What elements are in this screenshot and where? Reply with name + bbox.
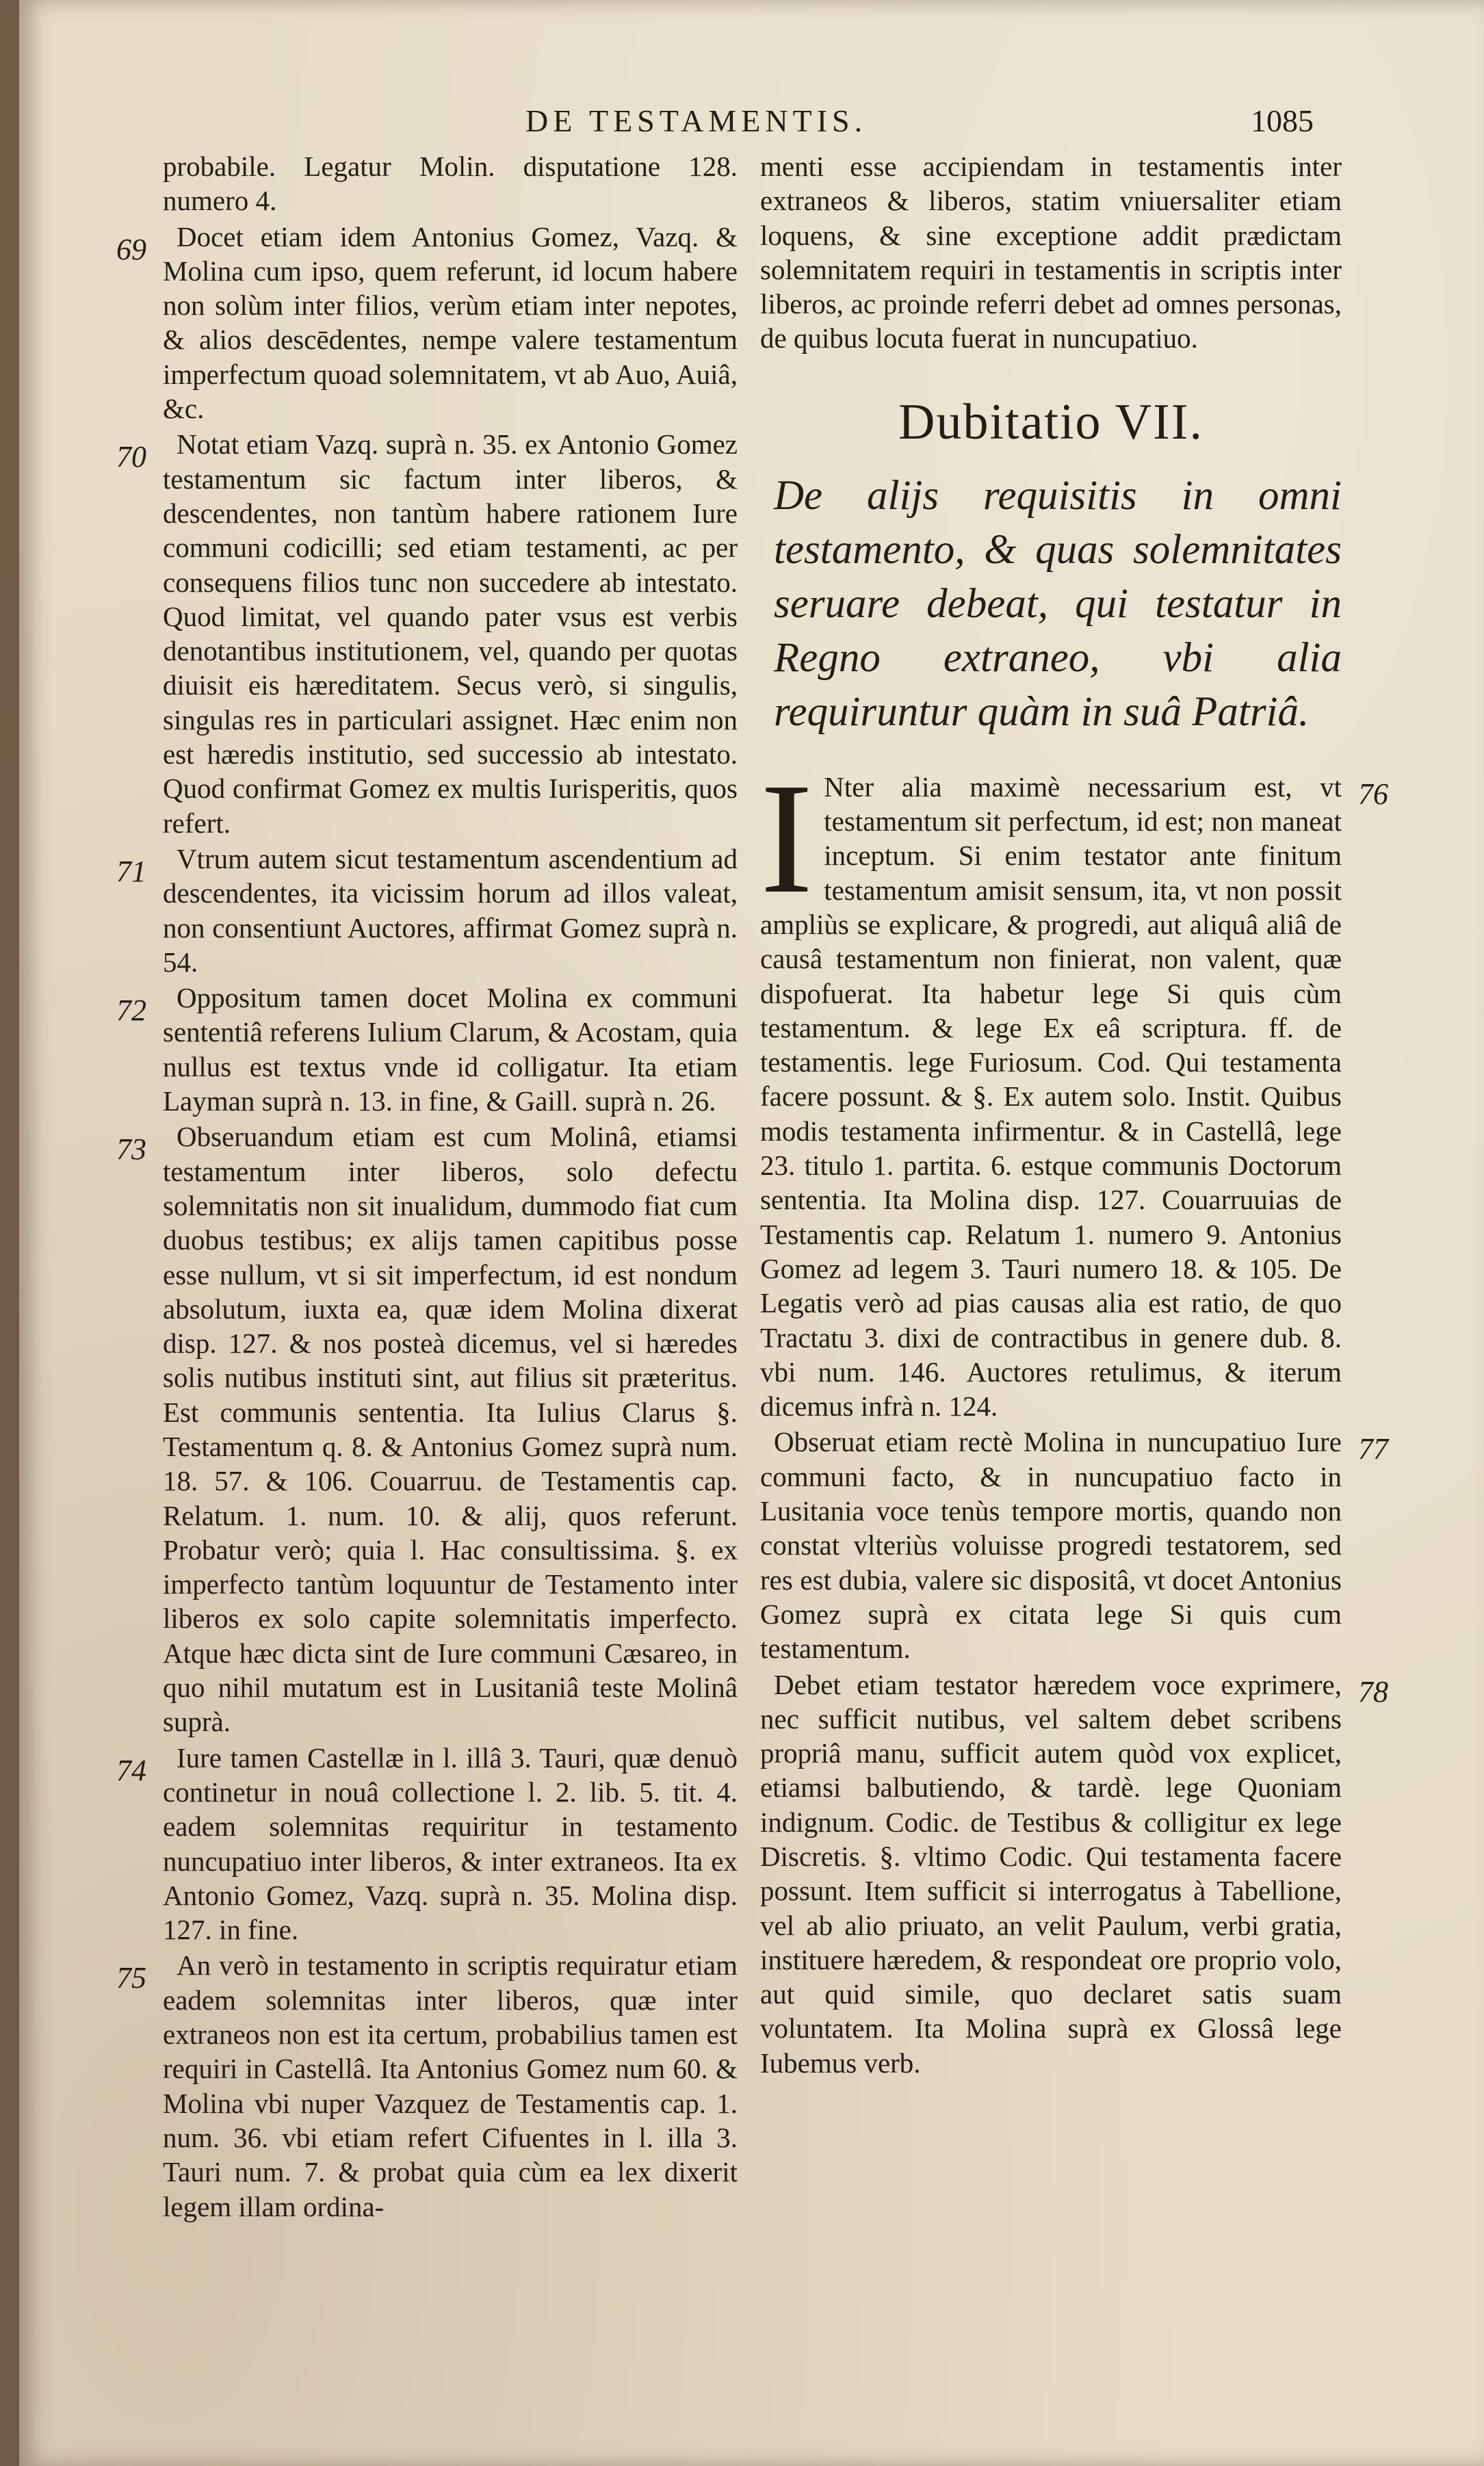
page-number: 1085 (1251, 103, 1314, 138)
paragraph (760, 149, 1342, 356)
paragraph-text: menti esse accipiendam in testamentis inter extraneos & liberos, statim vniuersaliter etiam loquens, & sine exceptione addit prædictam solemnitatem requiri in testamentis in scriptis inter liberos, ac proinde referri debet ad omnes personas, de quibus locuta fuerat in nuncupatiuo. (760, 151, 1342, 354)
paragraph (116, 1119, 738, 1739)
paragraph-text: Oppositum tamen docet Molina ex communi sententiâ referens Iulium Clarum, & Acostam, quia nullus est textus vnde id colligatur. Ita etiam Layman suprà n. 13. in fine, & Gaill. suprà n. 26. (163, 982, 738, 1117)
paragraph-text: Notat etiam Vazq. suprà n. 35. ex Antonio Gomez testamentum sic factum inter liberos, & descendentes, non tantùm habere rationem Iure communi codicilli; sed etiam testamenti, ac per consequens filios tunc non succedere ab intestato. Quod limitat, vel quando pater vsus est verbis denotantibus institutionem, vel, quando per quotas diuisit eis hæreditatem. Secus verò, si singulis, singulas res in particulari assignet. Hæc enim non est hæredis institutio, sed successio ab intestato. Quod confirmat Gomez ex multis Iurisperitis, quos refert. (163, 428, 738, 839)
right-column (760, 149, 1388, 2081)
paragraph (116, 1948, 738, 2223)
paragraph-text: Obseruandum etiam est cum Molinâ, etiamsi testamentum inter liberos, solo defectu solemnitatis non sit inualidum, dummodo fiat cum duobus testibus; ex alijs tamen capitibus posse esse nullum, vt si sit imperfectum, id est nondum absolutum, iuxta ea, quæ idem Molina dixerat disp. 127. & nos posteà dicemus, vel si hæredes solis nutibus instituti sint, aut filius sit præteritus. Est communis sententia. Ita Iulius Clarus §. Testamentum q. 8. & Antonius Gomez suprà num. 18. 57. & 106. Couarruu. de Testamentis cap. Relatum. 1. num. 10. & alij, quos referunt. Probatur verò; quia l. Hac consultissima. §. ex imperfecto tantùm loquuntur de Testamento inter liberos ex solo capite solemnitatis imperfecto. Atque hæc dicta sint de Iure communi Cæsareo, in quo nihil mutatum est in Lusitaniâ teste Molinâ suprà. (163, 1121, 738, 1738)
paragraph (116, 220, 738, 426)
paragraph (116, 981, 738, 1118)
marginal-number: 73 (116, 1132, 146, 1167)
paragraph (116, 1741, 738, 1947)
section-subtitle: De alijs requisitis in omni testamento, & quas solemnitates seruare debeat, qui testatur in Regno extraneo, vbi alia requiruntur quàm in suâ Patriâ. (774, 472, 1342, 735)
paragraph (760, 1425, 1388, 1665)
paragraph-text: Vtrum autem sicut testamentum ascendentium ad descendentes, ita vicissim horum ad illos valeat, non consentiunt Auctores, affirmat Gomez suprà n. 54. (163, 842, 738, 978)
paragraph (760, 1667, 1388, 2081)
marginal-number: 75 (116, 1961, 146, 1995)
paragraph-text: Obseruat etiam rectè Molina in nuncupatiuo Iure communi facto, & in nuncupatiuo facto in Lusitania voce tenùs tempore mortis, quando non constat vlteriùs voluisse progredi testatorem, sed res est dubia, valere sic dispositâ, vt docet Antonius Gomez suprà ex citata lege Si quis cum testamentum. (760, 1426, 1342, 1665)
section-title: Dubitatio VII. (898, 393, 1203, 450)
drop-cap-initial: I (760, 750, 813, 926)
marginal-number: 69 (116, 232, 146, 266)
paragraph-text: Debet etiam testator hæredem voce exprimere, nec sufficit nutibus, vel saltem debet scribens propriâ manu, sufficit autem quòd vox explicet, etiamsi balbutiendo, & tardè. lege Quoniam indignum. Codic. de Testibus & colligitur ex lege Discretis. §. vltimo Codic. Qui testamenta facere possunt. Item sufficit si interrogatus à Tabellione, vel ab alio priuato, an velit Paulum, verbi gratia, instituere hæredem, & respondeat ore proprio volo, aut quid simile, quo declaret satis suam voluntatem. Ita Molina suprà ex Glossâ lege Iubemus verb. (760, 1668, 1342, 2079)
left-column (116, 149, 738, 2225)
marginal-number: 78 (1358, 1674, 1388, 1709)
running-title: DE TESTAMENTIS. (525, 103, 868, 138)
marginal-number: 70 (116, 440, 146, 474)
marginal-number: 77 (1358, 1432, 1388, 1466)
paragraph (116, 842, 738, 979)
paragraph (116, 427, 738, 840)
marginal-number: 74 (116, 1753, 146, 1787)
page-header (19, 103, 1484, 151)
book-page (19, 0, 1484, 2466)
paragraph-text: Docet etiam idem Antonius Gomez, Vazq. & Molina cum ipso, quem referunt, id locum habere non solùm inter filios, verùm etiam inter nepotes, & alios descēdentes, nempe valere testamentum imperfectum quoad solemnitatem, vt ab Auo, Auiâ, &c. (163, 220, 738, 425)
paragraph (163, 149, 738, 218)
paragraph-text: Nter alia maximè necessarium est, vt testamentum sit perfectum, id est; non maneat inceptum. Si enim testator ante finitum testamentum amisit sensum, ita, vt non possit ampliùs se explicare, & progredi, aut aliquâ aliâ de causâ testamentum non finierat, non valent, quæ dispofuerat. Ita habetur lege Si quis cùm testamentum. & lege Ex eâ scriptura. ff. de testamentis. lege Furiosum. Cod. Qui testamenta facere possunt. & §. Ex autem solo. Instit. Quibus modis testamenta infirmentur. & in Castellâ, lege 23. titulo 1. partita. 6. estque communis Doctorum sententia. Ita Molina disp. 127. Couarruuias de Testamentis cap. Relatum 1. numero 9. Antonius Gomez ad legem 3. Tauri numero 18. & 105. De Legatis verò ad pias causas alia est ratio, de quo Tractatu 3. dixi de contractibus in genere dub. 8. vbi num. 146. Auctores retulimus, & iterum dicemus infrà n. 124. (760, 770, 1342, 1423)
marginal-number: 71 (116, 854, 146, 888)
paragraph-text: probabile. Legatur Molin. disputatione 128. numero 4. (163, 151, 738, 217)
marginal-number: 72 (116, 994, 146, 1028)
marginal-number: 76 (1358, 777, 1388, 811)
paragraph-text: An verò in testamento in scriptis requiratur etiam eadem solemnitas inter liberos, quæ inter extraneos non est ita certum, probabilius tamen est requiri in Castellâ. Ita Antonius Gomez num 60. & Molina vbi nuper Vazquez de Testamentis cap. 1. num. 36. vbi etiam refert Cifuentes in l. illa 3. Tauri num. 7. & probat quia cùm ea lex dixerit legem illam ordina- (163, 1949, 738, 2222)
paragraph-text: Iure tamen Castellæ in l. illâ 3. Tauri, quæ denuò continetur in nouâ collectione l. 2. lib. 5. tit. 4. eadem solemnitas requiritur in testamento nuncupatiuo inter liberos, & inter extraneos. Ita ex Antonio Gomez, Vazq. suprà n. 35. Molina disp. 127. in fine. (163, 1741, 738, 1946)
paragraph (760, 750, 1388, 1424)
